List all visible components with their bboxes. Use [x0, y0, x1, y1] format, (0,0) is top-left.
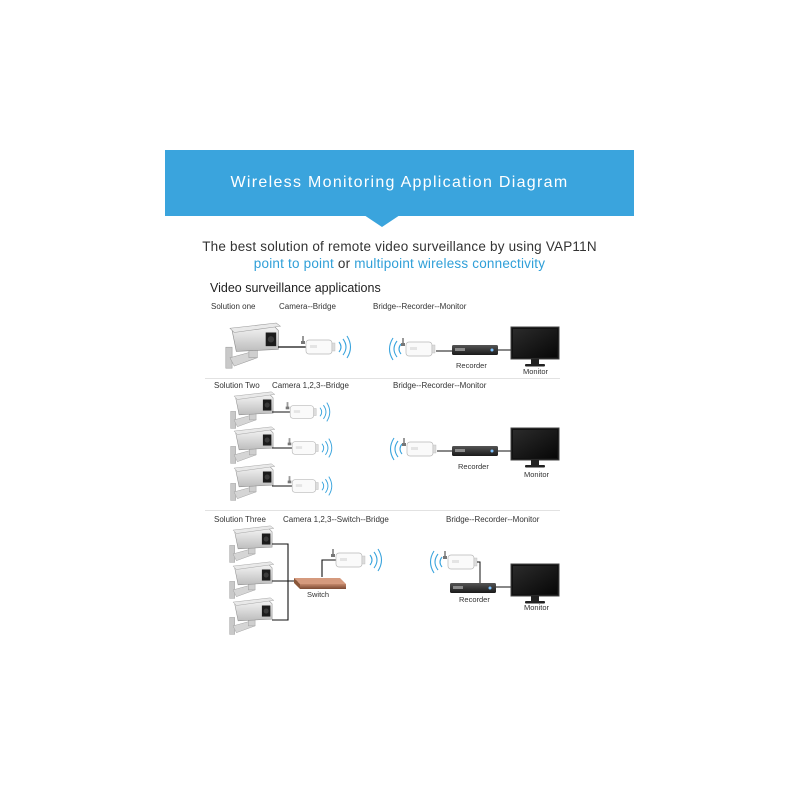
solution-one-monitor-side: Bridge--Recorder--Monitor — [373, 302, 467, 311]
solution-two-wireless-icon-3 — [322, 477, 332, 496]
section-heading: Video surveillance applications — [210, 281, 381, 295]
solution-three-monitor-side: Bridge--Recorder--Monitor — [446, 515, 540, 524]
solution-two-wireless-icon-1 — [320, 403, 330, 422]
solution-three-camera-1 — [230, 526, 274, 563]
subtitle-connector: or — [337, 256, 351, 271]
subtitle-line1: The best solution of remote video surveillance by using VAP11N — [202, 239, 597, 254]
solution-one-receiver-bridge — [401, 338, 435, 356]
solution-two-monitor-side: Bridge--Recorder--Monitor — [393, 381, 487, 390]
solution-two-receiver-bridge — [402, 438, 436, 456]
solution-one-monitor — [511, 327, 559, 367]
solution-three-monitor — [511, 564, 559, 604]
solution-three-recorder — [450, 583, 496, 593]
solution-two-camera-side: Camera 1,2,3--Bridge — [272, 381, 349, 390]
solution-two-bridge-2 — [288, 438, 319, 454]
solution-one-label: Solution one — [211, 302, 256, 311]
solution-one-recorder — [452, 345, 498, 355]
solution-two-bridge-3 — [288, 476, 319, 492]
solution-two-bridge-1 — [286, 402, 317, 418]
solution-three-receiver-wireless-icon — [431, 551, 443, 573]
solution-two-receiver-wireless-icon — [391, 438, 403, 460]
solution-three-receiver-bridge — [443, 551, 477, 569]
solution-three-recorder-caption: Recorder — [459, 595, 490, 604]
diagram-title: Wireless Monitoring Application Diagram — [230, 174, 569, 191]
solution-two-recorder-caption: Recorder — [458, 462, 489, 471]
solution-one-recorder-caption: Recorder — [456, 361, 487, 370]
solution-three-camera-side: Camera 1,2,3--Switch--Bridge — [283, 515, 389, 524]
solution-one-camera-bridge — [301, 336, 335, 354]
solution-two-camera-2 — [231, 427, 275, 464]
solution-three-camera-3 — [230, 598, 274, 635]
solution-two-recorder — [452, 446, 498, 456]
solution-one-monitor-caption: Monitor — [523, 367, 549, 376]
solution-three-switch — [294, 578, 346, 589]
solution-one-wireless-icon — [339, 336, 351, 358]
highlight-multipoint: multipoint wireless connectivity — [354, 256, 546, 271]
solution-one-receiver-wireless-icon — [390, 338, 402, 360]
solution-one-camera — [226, 323, 281, 368]
solution-two-camera-3 — [231, 464, 275, 501]
solution-one-camera-side: Camera--Bridge — [279, 302, 336, 311]
solution-two-monitor — [511, 428, 559, 468]
solution-three-camera-2 — [230, 562, 274, 599]
solution-three-switch-bridge — [331, 549, 365, 567]
solution-two-label: Solution Two — [214, 381, 260, 390]
solution-two-wireless-icon-2 — [322, 439, 332, 458]
solution-three-switch-caption: Switch — [307, 590, 330, 599]
solution-two-camera-1 — [231, 392, 275, 429]
solution-two-monitor-caption: Monitor — [524, 470, 550, 479]
solution-three-wireless-icon — [370, 549, 382, 571]
solution-three-label: Solution Three — [214, 515, 266, 524]
highlight-point-to-point: point to point — [253, 256, 334, 271]
solution-three-monitor-caption: Monitor — [524, 603, 550, 612]
